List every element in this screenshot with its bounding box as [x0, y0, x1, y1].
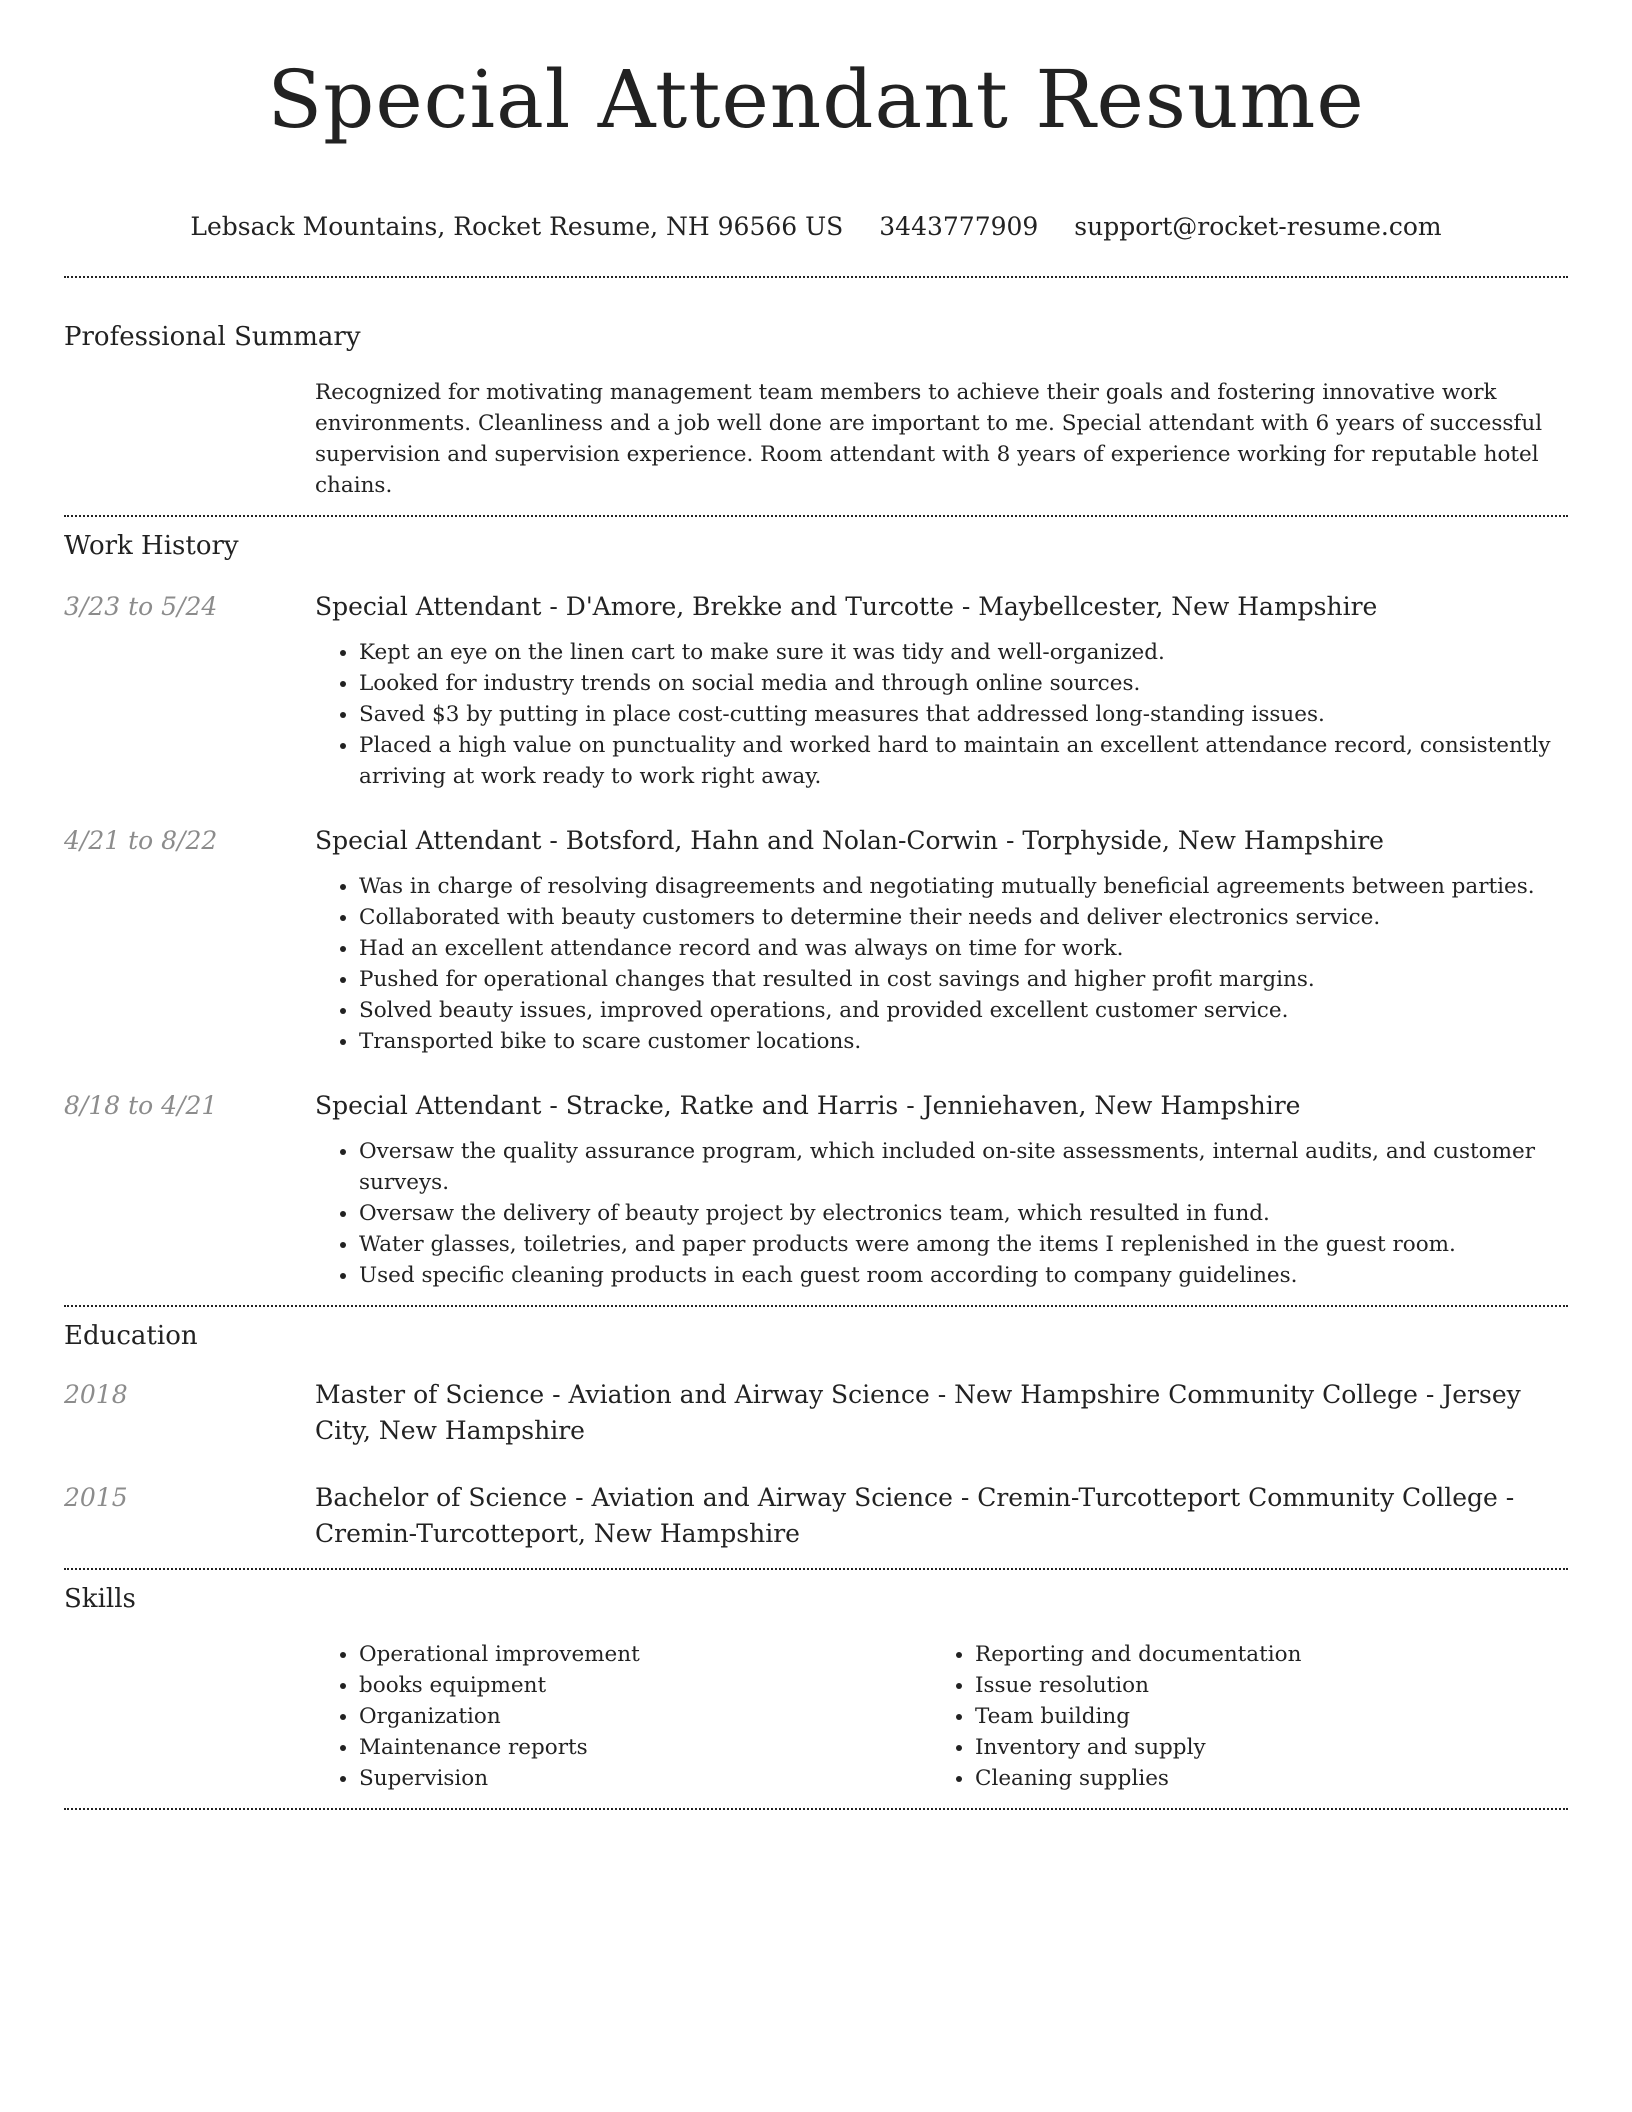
education-entry-body	[315, 1377, 1568, 1449]
work-entry-bullets	[315, 637, 1568, 792]
work-entry-heading: Special Attendant - Stracke, Ratke and Harris - Jenniehaven, New Hampshire	[315, 1091, 1301, 1120]
contact-email: support@rocket-resume.com	[1074, 212, 1442, 241]
work-bullet: • Saved $3 by putting in place cost-cutting measures that addressed long-standing issues.	[359, 699, 1568, 730]
work-entry-heading: Special Attendant - D'Amore, Brekke and Turcotte - Maybellcester, New Hampshire	[315, 592, 1378, 621]
summary-text: Recognized for motivating management team members to achieve their goals and fostering innovative work environments. Cleanliness and a job well done are important to me. Special attendant with 6 years of successful supervision and supervision experience. Room attendant with 8 years of experience working for reputable hotel chains.	[315, 380, 1543, 498]
skills-divider	[64, 1808, 1568, 1810]
work-bullet: • Pushed for operational changes that resulted in cost savings and higher profit margins.	[359, 964, 1568, 995]
work-bullet: • Had an excellent attendance record and was always on time for work.	[359, 933, 1568, 964]
summary-divider	[64, 515, 1568, 517]
skills-bullets	[931, 1639, 1547, 1794]
header-divider	[64, 276, 1568, 278]
contact-line	[64, 210, 1568, 244]
work-bullet: • Transported bike to scare customer locations.	[359, 1026, 1568, 1057]
skill-item: • Operational improvement	[359, 1639, 931, 1670]
work-entry	[64, 823, 1568, 1057]
skills-section-title: Skills	[64, 1584, 136, 1614]
work-entry	[64, 1088, 1568, 1291]
work-bullet: • Kept an eye on the linen cart to make sure it was tidy and well-organized.	[359, 637, 1568, 668]
skill-item: • books equipment	[359, 1670, 931, 1701]
skill-item: • Issue resolution	[975, 1670, 1547, 1701]
work-entry-bullets	[315, 1136, 1568, 1291]
work-divider	[64, 1305, 1568, 1307]
skills-list	[315, 1639, 1568, 1794]
work-entry-body	[315, 823, 1568, 1057]
education-entry-heading: Bachelor of Science - Aviation and Airway Science - Cremin-Turcotteport Community College - Cremin-Turcotteport, New Hampshire	[315, 1483, 1515, 1548]
skills-bullets	[315, 1639, 931, 1794]
work-entry-heading: Special Attendant - Botsford, Hahn and Nolan-Corwin - Torphyside, New Hampshire	[315, 826, 1384, 855]
skill-item: • Inventory and supply	[975, 1732, 1547, 1763]
work-bullet: • Water glasses, toiletries, and paper products were among the items I replenished in the guest room.	[359, 1229, 1568, 1260]
work-bullet: • Oversaw the quality assurance program, which included on-site assessments, internal audits, and customer surveys.	[359, 1136, 1568, 1198]
work-entry-body	[315, 589, 1568, 792]
work-bullet: • Used specific cleaning products in each guest room according to company guidelines.	[359, 1260, 1568, 1291]
work-bullet: • Collaborated with beauty customers to determine their needs and deliver electronics service.	[359, 902, 1568, 933]
resume-title: Special Attendant Resume	[267, 53, 1365, 146]
work-entry-body	[315, 1088, 1568, 1291]
skill-item: • Organization	[359, 1701, 931, 1732]
skill-item: • Maintenance reports	[359, 1732, 931, 1763]
education-entry-date: 2015	[64, 1483, 128, 1512]
summary-section-title: Professional Summary	[64, 322, 361, 352]
work-entry	[64, 589, 1568, 792]
education-entry-date: 2018	[64, 1380, 128, 1409]
education-section-title: Education	[64, 1321, 198, 1351]
contact-address: Lebsack Mountains, Rocket Resume, NH 96566 US	[190, 212, 844, 241]
work-entry-date: 4/21 to 8/22	[64, 826, 218, 855]
skills-column-left	[315, 1639, 931, 1794]
skill-item: • Team building	[975, 1701, 1547, 1732]
skill-item: • Reporting and documentation	[975, 1639, 1547, 1670]
work-entry-bullets	[315, 871, 1568, 1057]
work-section-title: Work History	[64, 531, 239, 561]
work-bullet: • Was in charge of resolving disagreements and negotiating mutually beneficial agreements between parties.	[359, 871, 1568, 902]
education-entry	[64, 1377, 1568, 1449]
work-bullet: • Solved beauty issues, improved operations, and provided excellent customer service.	[359, 995, 1568, 1026]
education-divider	[64, 1568, 1568, 1570]
skill-item: • Supervision	[359, 1763, 931, 1794]
contact-phone: 3443777909	[879, 212, 1039, 241]
work-entry-date: 8/18 to 4/21	[64, 1091, 218, 1120]
skills-column-right	[931, 1639, 1547, 1794]
work-bullet: • Placed a high value on punctuality and worked hard to maintain an excellent attendance record, consistently arriving at work ready to work right away.	[359, 730, 1568, 792]
skill-item: • Cleaning supplies	[975, 1763, 1547, 1794]
work-entry-date: 3/23 to 5/24	[64, 592, 218, 621]
work-bullet: • Oversaw the delivery of beauty project by electronics team, which resulted in fund.	[359, 1198, 1568, 1229]
education-entry-body	[315, 1480, 1568, 1552]
education-entry	[64, 1480, 1568, 1552]
education-entry-heading: Master of Science - Aviation and Airway Science - New Hampshire Community College - Jersey City, New Hampshire	[315, 1380, 1521, 1445]
work-bullet: • Looked for industry trends on social media and through online sources.	[359, 668, 1568, 699]
